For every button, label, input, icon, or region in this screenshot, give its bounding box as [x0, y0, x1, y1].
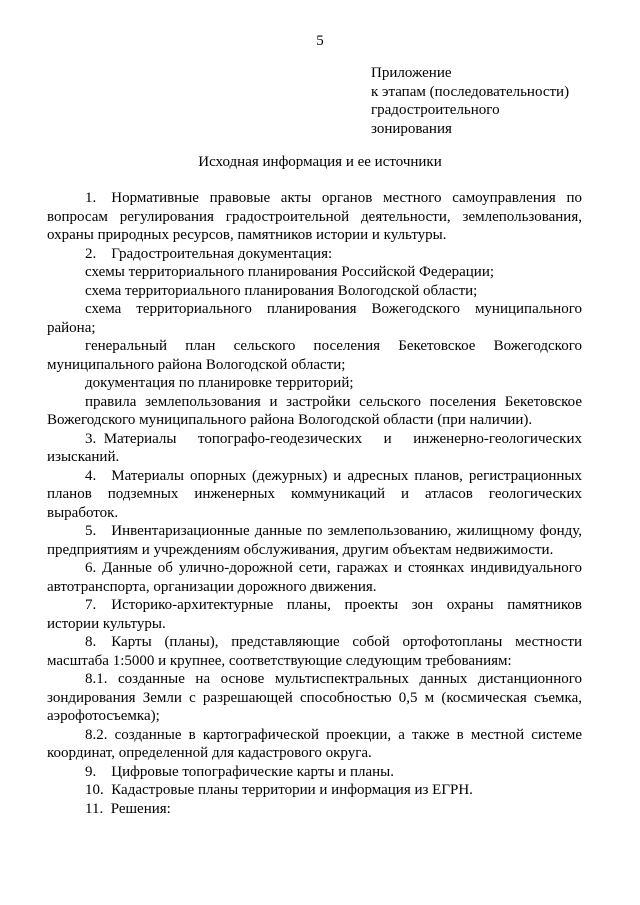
paragraph-item-8-2: 8.2. созданные в картографической проекции, а также в местной системе координат, определенной для кадастрового округа.: [47, 726, 582, 761]
paragraph-sub-item: документация по планировке территорий;: [85, 375, 354, 391]
paragraph-item-8: 8. Карты (планы), представляющие собой ортофотопланы местности масштаба 1:5000 и крупнее, соответствующие следующим требованиям:: [47, 634, 582, 669]
paragraph-item-3: 3. Материалы топографо-геодезических и инженерно-геологических изысканий.: [47, 430, 582, 465]
paragraph-item-6: 6. Данные об улично-дорожной сети, гаражах и стоянках индивидуального автотранспорта, организации дорожного движения.: [47, 560, 582, 595]
paragraph-item-11: 11. Решения:: [85, 800, 171, 817]
appendix-line: к этапам (последовательности): [371, 83, 570, 100]
appendix-line: Приложение: [371, 65, 452, 81]
paragraph-item-9: 9. Цифровые топографические карты и планы.: [85, 763, 395, 780]
paragraph-sub-item: схема территориального планирования Вожегодского муниципального района;: [47, 301, 582, 336]
paragraph-sub-item: генеральный план сельского поселения Бекетовское Вожегодского муниципального района Вологодской области;: [47, 338, 582, 373]
paragraph-sub-item: схемы территориального планирования Российской Федерации;: [85, 264, 495, 280]
paragraph-sub-item: схема территориального планирования Вологодской области;: [85, 282, 478, 299]
paragraph-sub-item: правила землепользования и застройки сельского поселения Бекетовское Вожегодского муниципального района Вологодской области (при наличии).: [47, 393, 582, 428]
appendix-line: градостроительного: [371, 102, 500, 118]
paragraph-item-2: 2. Градостроительная документация:: [85, 245, 333, 262]
document-title: Исходная информация и ее источники: [198, 154, 442, 170]
paragraph-item-8-1: 8.1. созданные на основе мультиспектральных данных дистанционного зондирования Земли с разрешающей способностью 0,5 м (космическая съемка, аэрофотосъемка);: [47, 671, 582, 724]
paragraph-item-4: 4. Материалы опорных (дежурных) и адресных планов, регистрационных планов подземных инженерных коммуникаций и атласов геологических выработок.: [47, 467, 582, 521]
document-body: [47, 189, 582, 818]
paragraph-item-1: 1. Нормативные правовые акты органов местного самоуправления по вопросам регулирования градостроительной деятельности, землепользования, охраны природных ресурсов, памятников истории и культуры.: [47, 190, 582, 243]
appendix-heading: [371, 64, 631, 138]
page-number: 5: [316, 33, 324, 49]
paragraph-item-7: 7. Историко-архитектурные планы, проекты зон охраны памятников истории культуры.: [47, 597, 582, 632]
appendix-line: зонирования: [371, 120, 452, 137]
paragraph-item-5: 5. Инвентаризационные данные по землепользованию, жилищному фонду, предприятиям и учреждениям обслуживания, другим объектам недвижимости.: [47, 523, 582, 558]
paragraph-item-10: 10. Кадастровые планы территории и информация из ЕГРН.: [85, 782, 473, 798]
